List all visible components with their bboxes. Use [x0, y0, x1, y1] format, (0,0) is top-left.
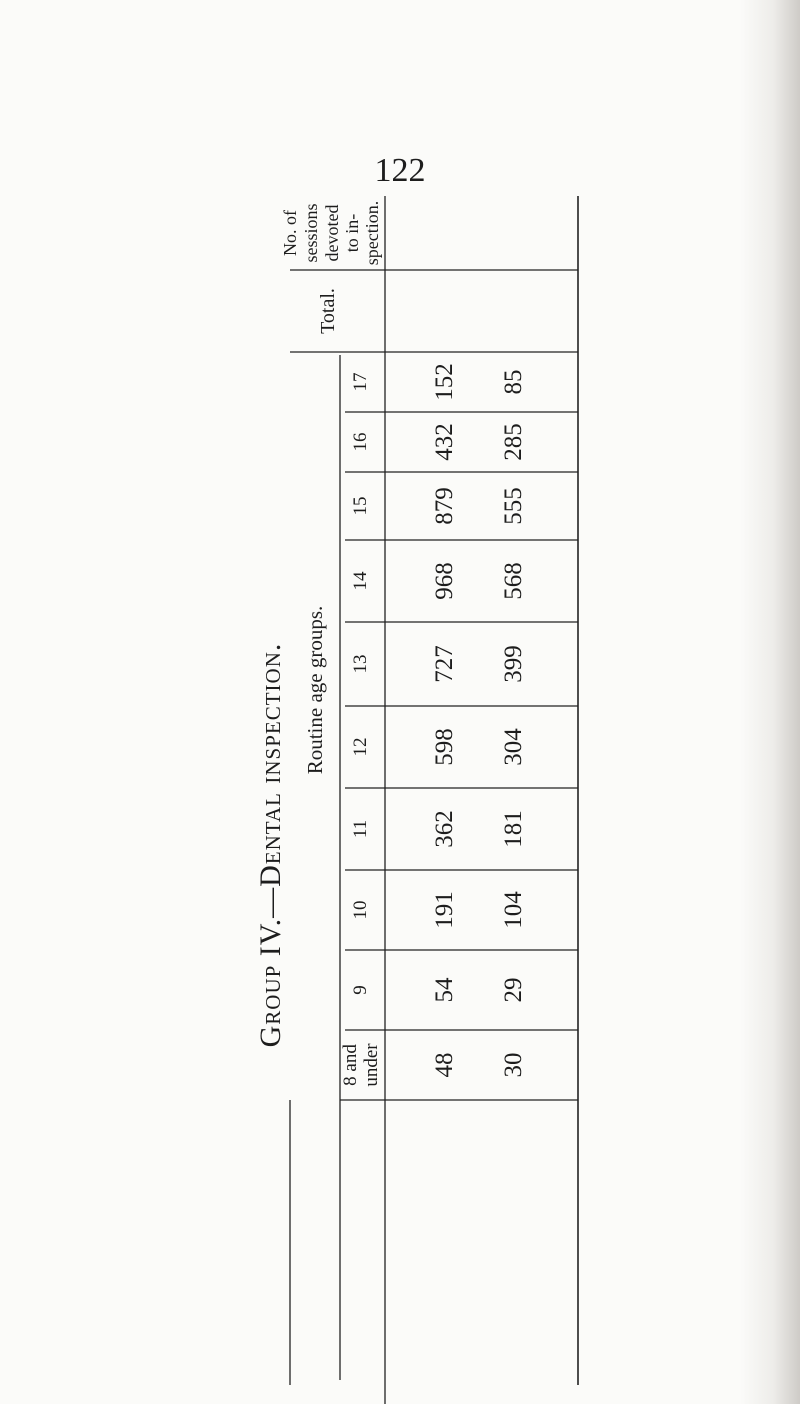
age-group-label: 17 — [350, 372, 371, 392]
age-group-label: 8 and — [340, 1044, 361, 1086]
inspected-value: 432 — [431, 423, 458, 461]
caption-text: Group IV.—Dental inspection. — [254, 642, 287, 1048]
total-header: Total. — [317, 288, 339, 334]
inspected-value: 598 — [431, 728, 458, 766]
inspected-value: 879 — [431, 487, 458, 525]
age-group-label: 10 — [350, 900, 371, 920]
sessions-header-line: to in- — [342, 213, 362, 253]
referred-value: 29 — [500, 977, 527, 1003]
inspected-value: 191 — [431, 891, 458, 929]
sessions-header-line: devoted — [322, 204, 342, 262]
referred-value: 568 — [500, 562, 527, 600]
age-group-label: under — [361, 1043, 382, 1087]
referred-value: 399 — [500, 645, 527, 683]
page-edge-shadow — [740, 0, 800, 1404]
inspected-value: 362 — [431, 810, 458, 848]
inspected-value: 968 — [431, 562, 458, 600]
inspected-value: 48 — [431, 1052, 458, 1078]
referred-value: 30 — [500, 1052, 527, 1078]
age-group-label: 12 — [350, 737, 371, 757]
routine-age-groups-header: Routine age groups. — [303, 605, 327, 775]
age-group-label: 14 — [350, 571, 371, 591]
referred-value: 285 — [500, 423, 527, 461]
sessions-header-line: No. of — [280, 210, 300, 256]
inspected-value: 54 — [431, 977, 458, 1003]
age-group-label: 16 — [350, 432, 371, 452]
age-group-label: 11 — [350, 819, 371, 839]
page-number: 122 — [374, 152, 426, 189]
age-group-label: 15 — [350, 496, 371, 516]
inspected-value: 727 — [431, 645, 458, 683]
age-group-label: 13 — [350, 654, 371, 674]
sessions-header-line: sessions — [301, 203, 321, 263]
sessions-header-line: spection. — [362, 200, 382, 266]
referred-value: 304 — [500, 728, 527, 766]
age-group-label: 9 — [350, 985, 371, 995]
referred-value: 555 — [500, 487, 527, 525]
referred-value: 85 — [500, 369, 527, 395]
referred-value: 181 — [500, 810, 527, 848]
inspected-value: 152 — [431, 363, 458, 401]
referred-value: 104 — [500, 891, 527, 929]
